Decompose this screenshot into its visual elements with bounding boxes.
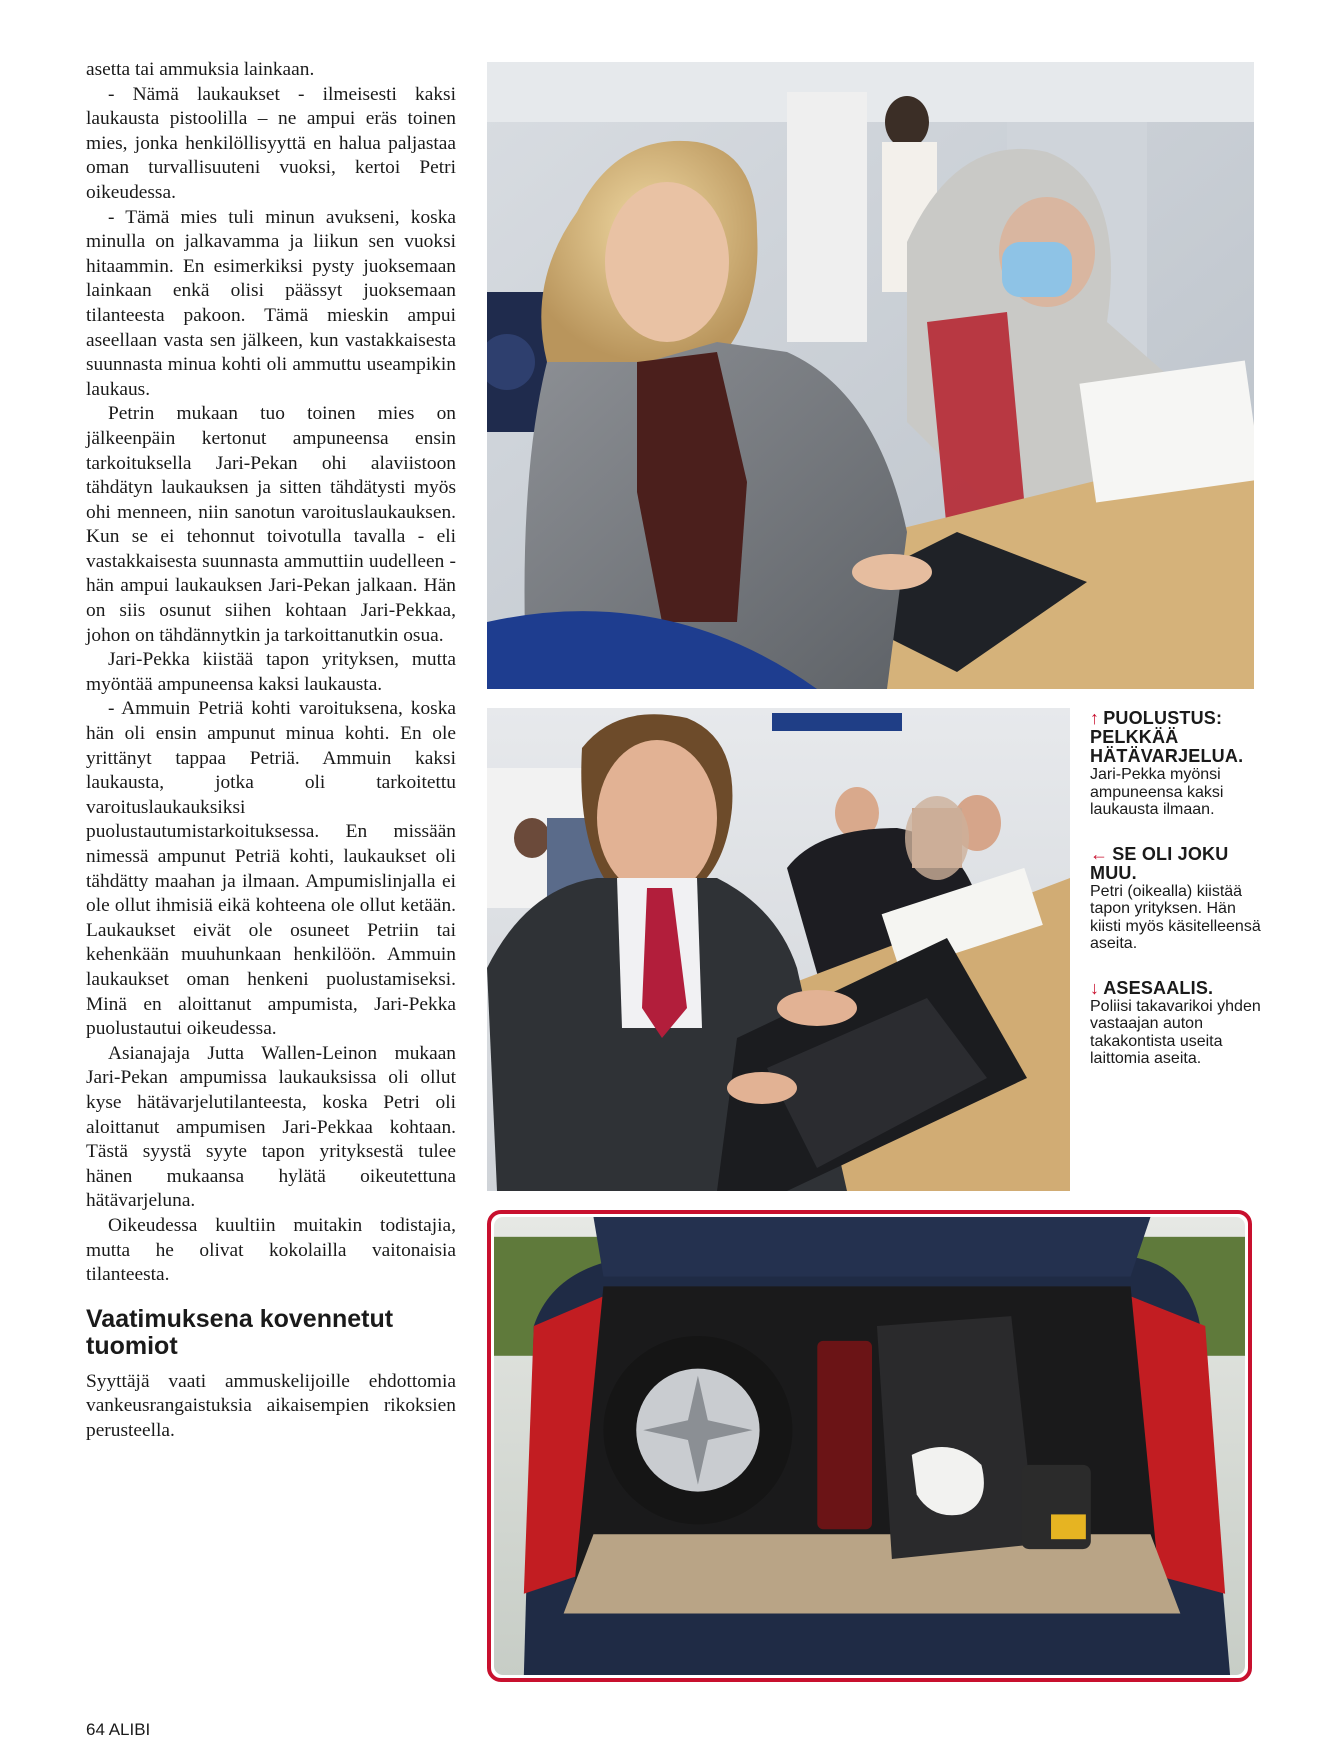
article-paragraph: Asianajaja Jutta Wallen-Leinon mukaan Jari-Pekan ampumissa laukauksissa oli ollut kyse hätävarjelutilanteesta, koska Petri oli aloittanut ampumisen Jari-Pekkaa kohtaan. Tästä syystä syyte tapon yrityksestä tulee hänen mukaansa hylätä oikeutettuna hätävarjeluna. <box>86 1042 456 1212</box>
arrow-left-icon: ← <box>1090 843 1109 864</box>
article-paragraph: asetta tai ammuksia lainkaan. <box>86 59 315 80</box>
article-paragraph: Syyttäjä vaati ammuskelijoille ehdottomia vankeusrangaistuksia aikaisempien rikoksien perusteella. <box>86 1370 456 1441</box>
caption-text: Petri (oikealla) kiistää tapon yrityksen. Hän kiisti myös käsitelleensä aseita. <box>1090 882 1261 952</box>
article-paragraph: - Nämä laukaukset - ilmeisesti kaksi laukausta pistoolilla – ne ampui eräs toinen mies, jonka henkilöllisyyttä en halua paljastaa oman turvallisuuteni vuoksi, kertoi Petri oikeudessa. <box>86 83 456 203</box>
caption-text: Jari-Pekka myönsi ampuneensa kaksi laukausta ilmaan. <box>1090 766 1224 818</box>
courtroom-photo-jari-pekka-with-laptop <box>487 708 1070 1191</box>
caption-asesaalis <box>1090 979 1265 1068</box>
page-folio: 64 ALIBI <box>86 1720 151 1739</box>
arrow-down-icon: ↓ <box>1090 977 1100 998</box>
caption-heading: ← SE OLI JOKU MUU. <box>1090 843 1229 883</box>
article-column <box>86 58 456 1443</box>
caption-puolustus <box>1090 709 1265 819</box>
arrow-up-icon: ↑ <box>1090 708 1100 728</box>
article-paragraph: Jari-Pekka kiistää tapon yrityksen, mutta myöntää ampuneensa kaksi laukausta. <box>86 649 456 695</box>
caption-heading: ↓ ASESAALIS. <box>1090 977 1214 998</box>
article-paragraph: - Tämä mies tuli minun avukseni, koska minulla on jalkavamma ja liikun sen vuoksi hitaammin. En esimerkiksi pysty juoksemaan lainkaan enkä olisi päässyt juoksemaan tilanteesta pakoon. Tämä mieskin ampui aseellaan vasta sen jälkeen, kun vastakkaisesta suunnasta minua kohti oli ammuttu useampikin laukaus. <box>86 206 456 400</box>
article-paragraph: - Ammuin Petriä kohti varoituksena, koska hän oli ensin ampunut minua kohti. En ole yrittänyt tappaa Petriä. Ammuin kaksi laukausta, jotka oli tarkoitettu varoituslaukauksiksi puolustautumistarkoituksessa. En missään nimessä ampunut Petriä kohti, laukaukset oli tähdätty maahan ja ilmaan. Ampumislinjalla ei ole ollut ihmisiä eikä kohteena ole ollut ketään. Laukaukset eivät ole osuneet Petriin tai kehenkään muuhunkaan henkilöön. Ammuin laukaukset oman henkeni puolustamiseksi. Minä en aloittanut ampumista, Jari-Pekka puolustautui oikeudessa. <box>86 698 456 1040</box>
caption-text: Poliisi takavarikoi yhden vastaajan auton takakontista useita laittomia aseita. <box>1090 997 1261 1067</box>
caption-se-oli-joku-muu <box>1090 845 1265 953</box>
article-subheading: Vaatimuksena kovennetut tuomiot <box>86 1304 394 1360</box>
caption-heading: ↑ PUOLUSTUS: PELKKÄÄ HÄTÄVARJELUA. <box>1090 708 1244 766</box>
article-paragraph: Petrin mukaan tuo toinen mies on jälkeenpäin kertonut ampuneensa ensin tarkoituksella Jari-Pekan ohi alaviistoon tähdätyn laukauksen ja sitten tähdätysti myös ohi menneen, niin sanotun varoituslaukauksen. Kun se ei tehonnut toivotulla tavalla - eli vastakkaisesta suunnasta ammuttiin uudelleen - hän ampui laukauksen Jari-Pekan jalkaan. Hän on siis osunut siihen kohtaan Jari-Pekkaa, johon on tähdännytkin ja tarkoittanutkin osua. <box>86 403 456 646</box>
courtroom-photo-lawyer-and-hooded-defendant <box>487 62 1254 689</box>
article-paragraph: Oikeudessa kuultiin muitakin todistajia, mutta he olivat kokolailla vaitonaisia tilanteesta. <box>86 1214 456 1286</box>
car-trunk-weapons-photo <box>487 1210 1252 1682</box>
photo-captions <box>1090 709 1265 1094</box>
